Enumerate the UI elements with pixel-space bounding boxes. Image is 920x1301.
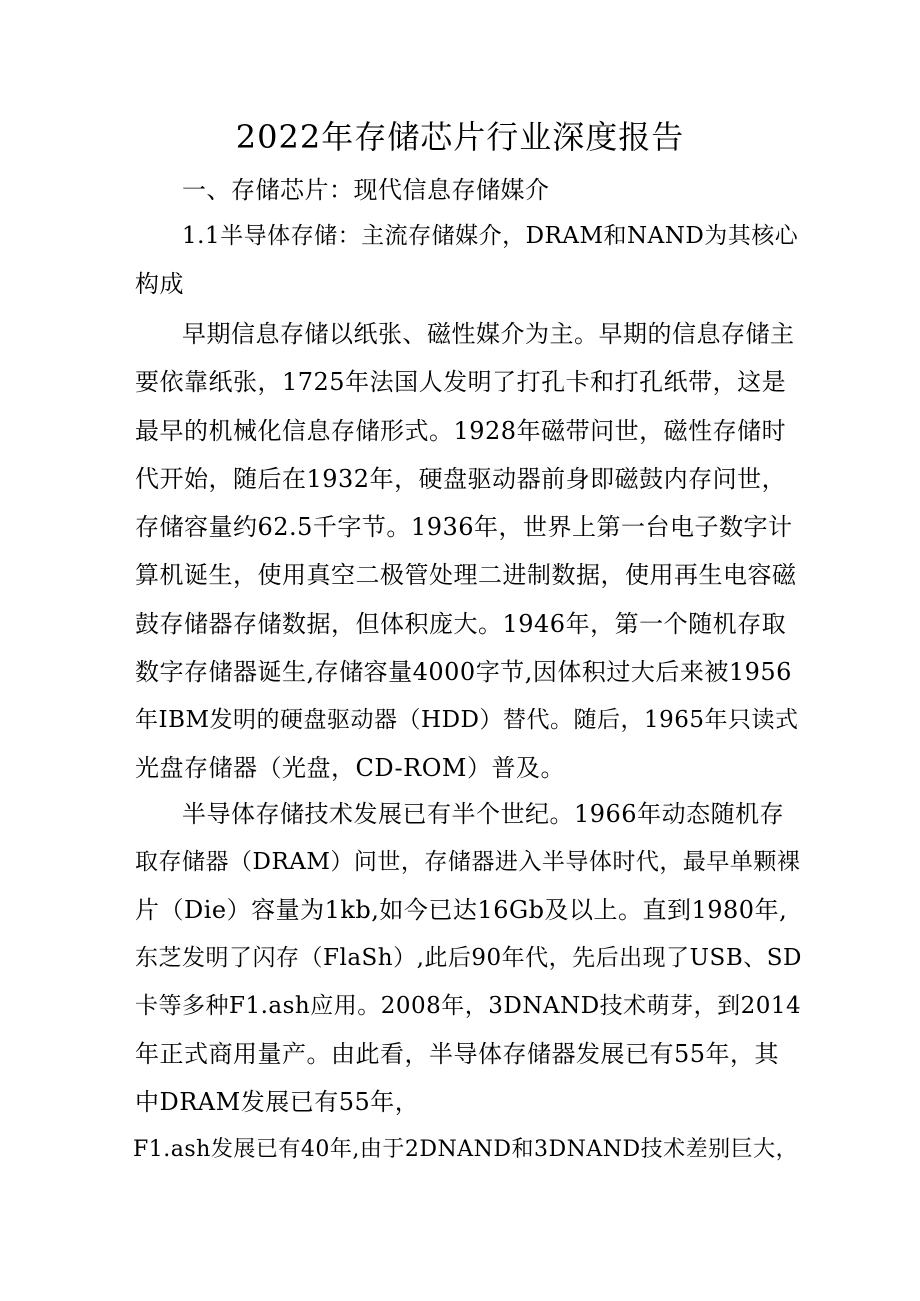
section-heading: 一、存储芯片：现代信息存储媒介 [182, 176, 550, 204]
paragraph-1-line: 算机诞生，使用真空二极管处理二进制数据，使用再生电容磁 [135, 561, 797, 589]
paragraph-2-line: 片（Die）容量为1kb,如今已达16Gb及以上。直到1980年, [135, 896, 788, 924]
paragraph-3-line: F1.ash发展已有40年,由于2DNAND和3DNAND技术差别巨大， [133, 1137, 799, 1162]
paragraph-1-line: 年IBM发明的硬盘驱动器（HDD）替代。随后，1965年只读式 [135, 707, 799, 733]
paragraph-1-line: 最早的机械化信息存储形式。1928年磁带问世，磁性存储时 [135, 417, 787, 445]
paragraph-1-line: 早期信息存储以纸张、磁性媒介为主。早期的信息存储主 [182, 320, 795, 348]
paragraph-1-line: 鼓存储器存储数据，但体积庞大。1946年，第一个随机存取 [135, 610, 787, 638]
paragraph-2-line: 取存储器（DRAM）问世，存储器进入半导体时代，最早单颗裸 [135, 849, 801, 875]
paragraph-1-line: 数字存储器诞生,存储容量4000字节,因体积过大后来被1956 [135, 658, 792, 686]
paragraph-2-line: 卡等多种F1.ash应用。2008年，3DNAND技术萌芽，到2014 [135, 993, 802, 1019]
paragraph-2-line: 半导体存储技术发展已有半个世纪。1966年动态随机存 [182, 800, 785, 828]
paragraph-1-line: 代开始，随后在1932年，硬盘驱动器前身即磁鼓内存问世， [135, 465, 787, 493]
paragraph-2-line: 年正式商用量产。由此看，半导体存储器发展已有55年，其 [135, 1040, 780, 1068]
paragraph-2-line: 东芝发明了闪存（FlaSh）,此后90年代，先后出现了USB、SD [135, 945, 802, 971]
paragraph-1-line: 存储容量约62.5千字节。1936年，世界上第一台电子数字计 [135, 513, 793, 541]
paragraph-1-line: 要依靠纸张，1725年法国人发明了打孔卡和打孔纸带，这是 [135, 368, 787, 396]
paragraph-1-line: 光盘存储器（光盘，CD-ROM）普及。 [135, 754, 565, 782]
document-title: 2022年存储芯片行业深度报告 [235, 118, 685, 156]
subsection-heading-line-2: 构成 [135, 270, 184, 298]
paragraph-2-line: 中DRAM发展已有55年， [135, 1088, 420, 1116]
subsection-heading-line-1: 1.1半导体存储：主流存储媒介，DRAM和NAND为其核心 [182, 223, 799, 249]
